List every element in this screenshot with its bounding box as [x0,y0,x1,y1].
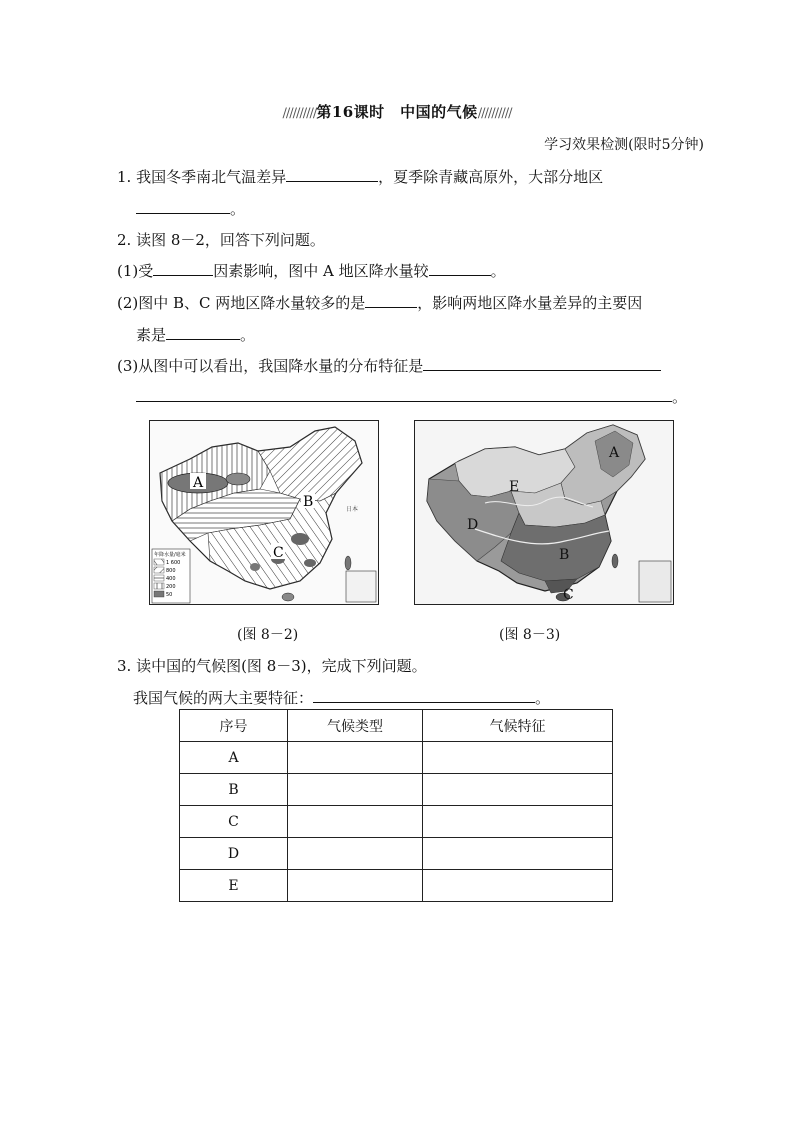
table-header-row [180,710,613,742]
page-subtitle: 学习效果检测(限时5分钟) [544,137,704,153]
table-row-label: B [180,774,288,806]
table-cell-type[interactable] [288,870,423,902]
q2-part2: (2)图中 B、C 两地区降水量较多的是 ，影响两地区降水量差异的主要因 [117,294,643,312]
map2-label-E: E [509,479,520,495]
map2-inset [639,561,671,602]
table-row [180,806,613,838]
table-cell-type[interactable] [288,742,423,774]
q2-stem: 2. 读图 8－2，回答下列问题。 [117,231,325,249]
q1-line2: 。 [136,198,245,219]
table-header-cell: 气候特征 [423,710,613,742]
table-row-label: C [180,806,288,838]
table-row [180,870,613,902]
legend-item: 50 [166,592,173,598]
table-cell-feature[interactable] [423,774,613,806]
table-header-cell: 气候类型 [288,710,423,742]
table-cell-type[interactable] [288,806,423,838]
title-decoration-left: ////////// [282,106,317,121]
q2-blank-6[interactable] [136,387,672,402]
page-title: //////////第16课时 中国的气候////////// [282,103,512,121]
climate-table [179,709,613,902]
table-cell-type[interactable] [288,838,423,870]
q2-blank-4[interactable] [166,325,240,340]
table-row-label: E [180,870,288,902]
title-decoration-right: ////////// [477,106,512,121]
table-header-cell: 序号 [180,710,288,742]
map1-label-B: B [303,494,314,510]
table-cell-feature[interactable] [423,838,613,870]
table-row [180,742,613,774]
q2-blank-3[interactable] [365,293,417,308]
table-cell-type[interactable] [288,774,423,806]
table-row [180,774,613,806]
q1-line1: 1. 我国冬季南北气温差异 ，夏季除青藏高原外，大部分地区 [117,168,604,186]
q3-stem: 3. 读中国的气候图(图 8－3)，完成下列问题。 [117,657,427,675]
table-row-label: A [180,742,288,774]
q1-blank-2[interactable] [136,199,230,214]
legend-item: 800 [166,568,176,574]
map2-label-C: C [563,587,574,603]
table-row [180,838,613,870]
map1-sea-mark: 日本 [346,506,359,513]
q2-part3-cont: 。 [136,386,687,407]
table-row-label: D [180,838,288,870]
map1-inset [346,571,376,602]
table-cell-feature[interactable] [423,870,613,902]
map1-legend [152,549,190,603]
precipitation-map [149,420,379,605]
climate-map [414,420,674,605]
q2-blank-1[interactable] [153,261,213,276]
legend-item: 400 [166,576,176,582]
q2-part3: (3)从图中可以看出，我国降水量的分布特征是 [117,355,661,376]
legend-title: 年降水量/毫米 [154,552,186,558]
q3-line: 我国气候的两大主要特征： 。 [133,689,551,707]
legend-item: 200 [166,584,176,590]
legend-item: 1 600 [166,560,181,566]
map2-label-D: D [467,517,479,533]
map2-label-A: A [609,445,620,461]
map2-caption: (图 8－3) [499,627,561,643]
q2-part1: (1)受 因素影响，图中 A 地区降水量较 。 [117,262,506,280]
map1-caption: (图 8－2) [237,627,299,643]
q3-blank[interactable] [313,688,535,703]
q2-blank-2[interactable] [429,261,491,276]
q1-blank-1[interactable] [286,167,378,182]
q2-blank-5[interactable] [423,356,661,371]
map2-label-B: B [559,547,570,563]
table-cell-feature[interactable] [423,742,613,774]
map1-label-C: C [273,545,284,561]
table-cell-feature[interactable] [423,806,613,838]
q2-part2-cont: 素是 。 [136,326,256,344]
map1-label-A: A [193,475,204,491]
